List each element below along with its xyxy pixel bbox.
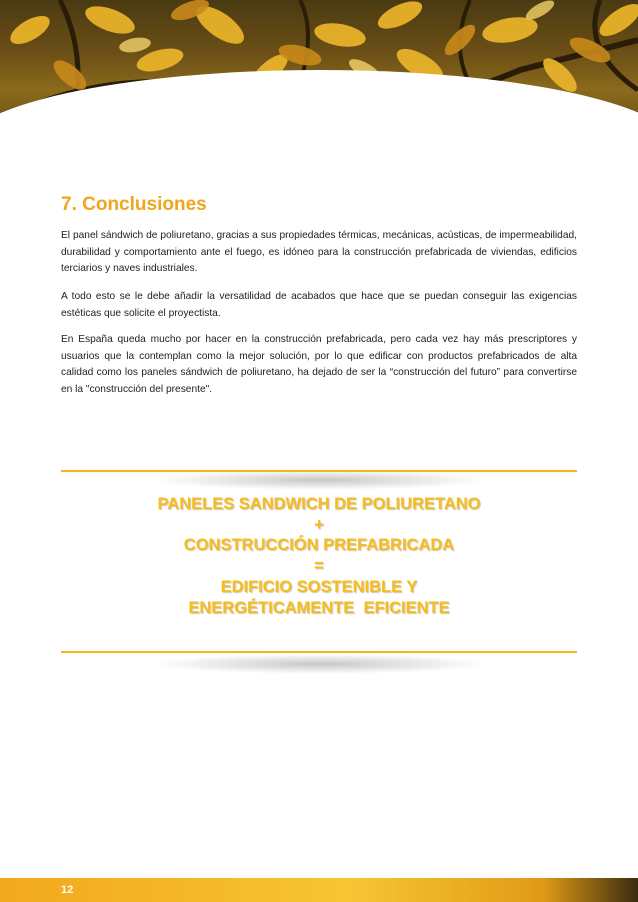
paragraph-1: El panel sándwich de poliuretano, gracias a sus propiedades térmicas, mecánicas, acústicas, de impermeabilidad, durabilidad y comportamiento ante el fuego, es idóneo para la construcción prefabricada de viviendas, edificios terciarios y naves industriales. — [61, 230, 577, 275]
equation-block — [61, 494, 577, 618]
section-title: 7. Conclusiones — [61, 194, 207, 215]
equation-plus: + — [314, 515, 324, 534]
equation-line-1: PANELES SANDWICH DE POLIURETANO — [157, 495, 481, 513]
paragraph-3: En España queda mucho por hacer en la construcción prefabricada, pero cada vez hay más prescriptores y usuarios que la contemplan como la mejor solución, por lo que edificar con productos prefabricados de alta calidad como los paneles sándwich de poliuretano, ha dejado de ser la “construcción del futuro” para convertirse en la "construcción del presente". — [61, 334, 577, 395]
page-number: 12 — [61, 884, 74, 896]
divider-bottom — [61, 651, 577, 653]
header-foliage-banner — [0, 0, 638, 150]
paragraph-2: A todo esto se le debe añadir la versatilidad de acabados que hace que se puedan conseguir las exigencias estéticas que solicite el proyectista. — [61, 291, 577, 319]
footer-bar — [0, 878, 638, 902]
divider-shadow-bottom — [150, 654, 490, 674]
divider-shadow-top — [150, 470, 490, 490]
equation-line-2: CONSTRUCCIÓN PREFABRICADA — [183, 536, 455, 555]
equation-line-3: EDIFICIO SOSTENIBLE Y — [220, 577, 418, 596]
divider-top — [61, 470, 577, 472]
equation-equals: = — [314, 557, 324, 576]
equation-line-4: ENERGÉTICAMENTE EFICIENTE — [188, 598, 450, 617]
